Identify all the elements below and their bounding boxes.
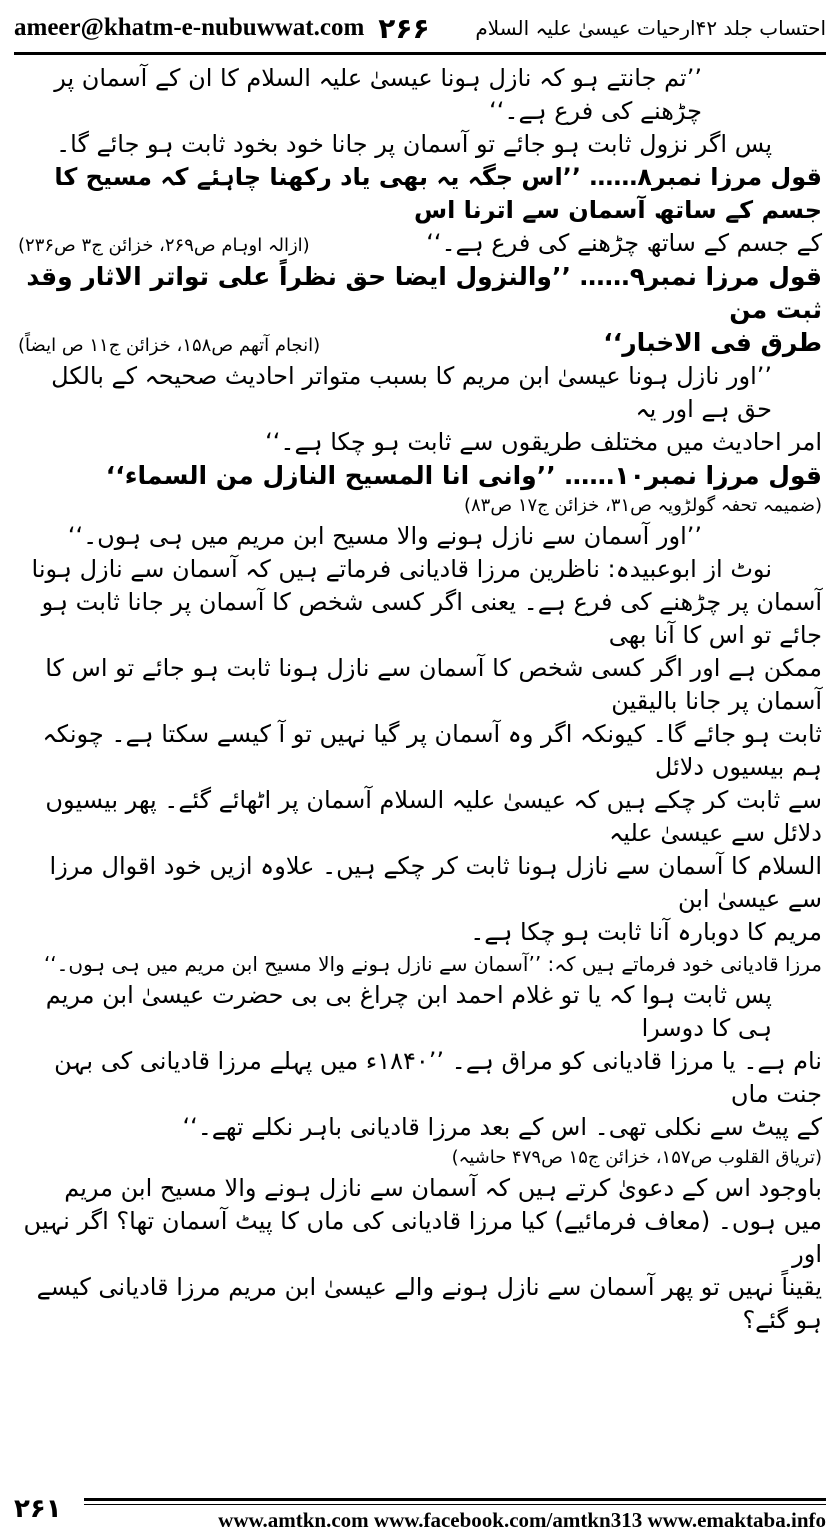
header-left: [14, 12, 430, 45]
quote-heading-8: [18, 161, 822, 227]
text-line: قول مرزا نمبر۸…… ’’اس جگہ یہ بھی یاد رکھنا چاہئے کہ مسیح کا جسم کے ساتھ آسمان سے اترنا اس: [54, 163, 822, 224]
header-rule: [14, 52, 826, 55]
reference: (انجام آتھم ص۱۵۸، خزائن ج۱۱ ص ایضاً): [18, 335, 321, 356]
footer-links: www.amtkn.com www.facebook.com/amtkn313 www.emaktaba.info: [218, 1508, 826, 1532]
page-body: [18, 62, 822, 1337]
text-line: امر احادیث میں مختلف طریقوں سے ثابت ہو چکا ہے۔‘‘: [265, 428, 822, 456]
quote-heading-9: قول مرزا نمبر۹…… ’’والنزول ایضا حق نظراً علی تواتر الاثار وقد ثبت من: [26, 262, 822, 324]
line-with-reference: [18, 227, 822, 260]
text-line: پس اگر نزول ثابت ہو جائے تو آسمان پر جانا خود بخود ثابت ہو جائے گا۔: [56, 130, 772, 158]
quote-line: ’’تم جانتے ہو کہ نازل ہونا عیسیٰ علیہ السلام کا ان کے آسمان پر چڑھنے کی فرع ہے۔‘‘: [54, 64, 702, 125]
quote-heading-10: قول مرزا نمبر۱۰…… ’’وانی انا المسیح النازل من السماء‘‘: [105, 461, 822, 490]
text-line: نام ہے۔ یا مرزا قادیانی کو مراق ہے۔ ’’۱۸۴۰ء میں پہلے مرزا قادیانی کی بہن جنت ماں: [54, 1047, 822, 1108]
footer-rule-thin: [84, 1504, 826, 1505]
text-line: مریم کا دوبارہ آنا ثابت ہو چکا ہے۔: [470, 918, 822, 946]
header-book-title: احتساب جلد ۴۲ارحیات عیسیٰ علیہ السلام: [475, 16, 826, 40]
note-line: نوٹ از ابوعبیدہ: ناظرین مرزا قادیانی فرماتے ہیں کہ آسمان سے نازل ہونا: [31, 555, 772, 583]
reference: (ازالہ اوہام ص۲۶۹، خزائن ج۳ ص۲۳۶): [18, 235, 310, 256]
page-footer: [14, 1494, 826, 1534]
text-line: مرزا قادیانی خود فرماتے ہیں کہ: ’’آسمان سے نازل ہونے والا مسیح ابن مریم میں ہی ہوں۔‘‘: [43, 952, 822, 976]
text-line: ’’اور آسمان سے نازل ہونے والا مسیح ابن مریم میں ہی ہوں۔‘‘: [67, 522, 702, 550]
text-line: ممکن ہے اور اگر کسی شخص کا آسمان سے نازل ہونا ثابت ہو جائے تو اس کا آسمان پر جانا بالیقین: [45, 654, 822, 715]
footer-rule: [84, 1498, 826, 1501]
text-line: ’’اور نازل ہونا عیسیٰ ابن مریم کا بسبب متواتر احادیث صحیحہ کے بالکل حق ہے اور یہ: [51, 362, 772, 423]
header-email: ameer@khatm-e-nubuwwat.com: [14, 14, 365, 41]
text-line: آسمان پر چڑھنے کی فرع ہے۔ یعنی اگر کسی شخص کا آسمان پر جانا ثابت ہو جائے تو اس کا آنا بھی: [41, 588, 822, 649]
text-line: پس ثابت ہوا کہ یا تو غلام احمد ابن چراغ بی بی حضرت عیسیٰ ابن مریم ہی کا دوسرا: [45, 981, 772, 1042]
reference: (تریاق القلوب ص۱۵۷، خزائن ج۱۵ ص۴۷۹ حاشیہ): [451, 1147, 822, 1168]
page-header: [14, 10, 826, 46]
text-line: ثابت ہو جائے گا۔ کیونکہ اگر وہ آسمان پر گیا نہیں تو آ کیسے سکتا ہے۔ چونکہ ہم بیسیوں دلائل: [42, 720, 822, 781]
text-line: کے پیٹ سے نکلی تھی۔ اس کے بعد مرزا قادیانی باہر نکلے تھے۔‘‘: [182, 1113, 822, 1141]
text-line: السلام کا آسمان سے نازل ہونا ثابت کر چکے ہیں۔ علاوہ ازیں خود اقوال مرزا سے عیسیٰ ابن: [49, 852, 822, 913]
text-line: میں ہوں۔ (معاف فرمائیے) کیا مرزا قادیانی کی ماں کا پیٹ آسمان تھا؟ اگر نہیں اور: [23, 1207, 822, 1268]
text-line: یقیناً نہیں تو پھر آسمان سے نازل ہونے والے عیسیٰ ابن مریم مرزا قادیانی کیسے ہو گئے؟: [36, 1273, 822, 1334]
reference: (ضمیمہ تحفہ گولڑویہ ص۳۱، خزائن ج۱۷ ص۸۳): [463, 495, 822, 516]
line-with-reference: [18, 326, 822, 360]
text-line: باوجود اس کے دعویٰ کرتے ہیں کہ آسمان سے نازل ہونے والا مسیح ابن مریم: [64, 1174, 822, 1202]
text-line: سے ثابت کر چکے ہیں کہ عیسیٰ علیہ السلام آسمان پر اٹھائے گئے۔ پھر بیسیوں دلائل سے عیسیٰ علیہ: [45, 786, 822, 847]
footer-page-number: ۲۶۱: [14, 1494, 62, 1524]
text-line: کے جسم کے ساتھ چڑھنے کی فرع ہے۔‘‘: [426, 229, 822, 257]
header-page-number: ۲۶۶: [378, 11, 430, 45]
text-line: طرق فی الاخبار‘‘: [603, 328, 822, 357]
